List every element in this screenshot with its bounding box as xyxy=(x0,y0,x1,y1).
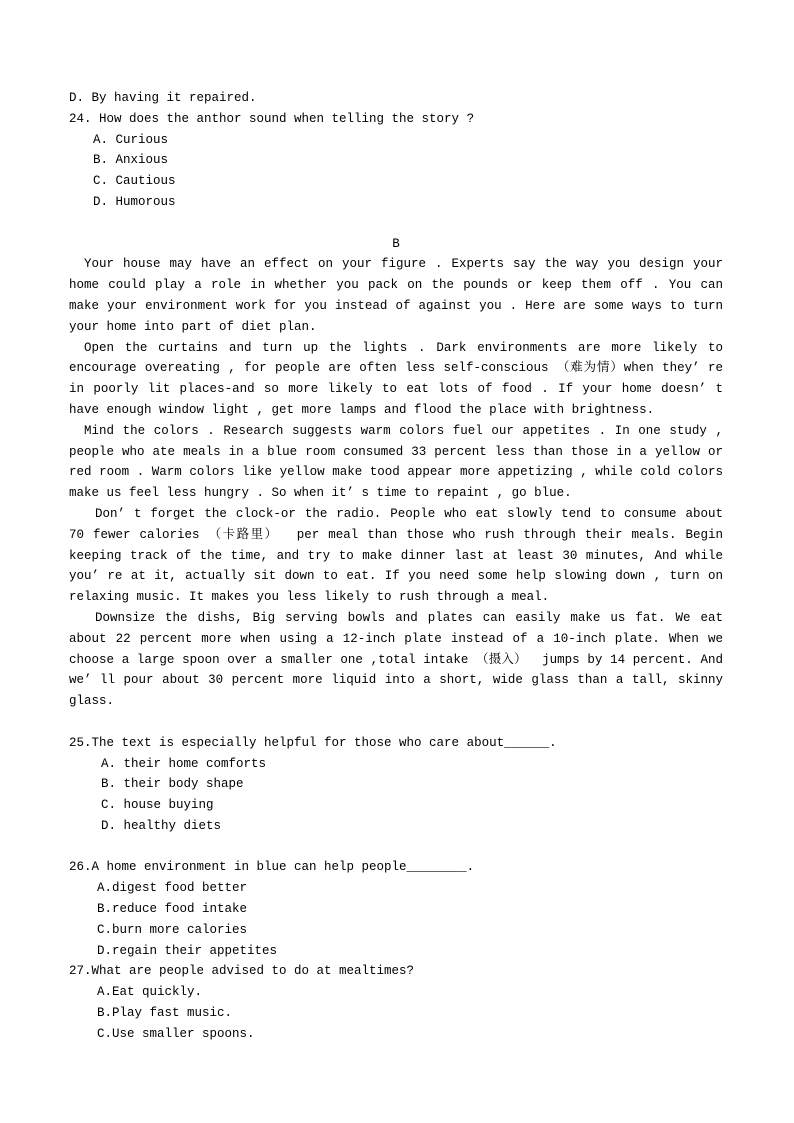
question-27-option-b: B.Play fast music. xyxy=(97,1006,233,1021)
question-27-option-a: A.Eat quickly. xyxy=(97,985,203,1000)
question-27-option-c: C.Use smaller spoons. xyxy=(97,1026,255,1041)
question-26-option-a: A.digest food better xyxy=(97,881,248,896)
question-26-option-b: B.reduce food intake xyxy=(97,902,248,917)
question-26-option-c: C.burn more calories xyxy=(97,922,248,937)
question-25-stem: 25.The text is especially helpful for those who care about______. xyxy=(69,735,557,750)
question-26-option-d: D.regain their appetites xyxy=(97,943,278,958)
question-24-option-c: C. Cautious xyxy=(93,174,176,189)
passage-paragraph-2: Open the curtains and turn up the lights . Dark environments are more likely to encourage overeating , for people are often less self-conscious （难为情）when they’ re in poorly lit places-and so more likely to eat lots of food . If your home doesn’ t have enough window light , get more lamps and flood the place with brightness. xyxy=(69,340,731,417)
passage-section-label: B xyxy=(392,236,400,251)
question-25-option-b: B. their body shape xyxy=(101,777,244,792)
question-25-option-d: D. healthy diets xyxy=(101,818,222,833)
question-27-stem: 27.What are people advised to do at mealtimes? xyxy=(69,964,415,979)
question-24-stem: 24. How does the anthor sound when telling the story ? xyxy=(69,111,475,126)
question-25-option-c: C. house buying xyxy=(101,798,214,813)
passage-paragraph-1: Your house may have an effect on your figure . Experts say the way you design your home could play a role in whether you pack on the pounds or keep them off . You can make your environment work for you instead of against you . Here are some ways to turn your home into part of diet plan. xyxy=(69,257,731,334)
passage-paragraph-4: Don’ t forget the clock-or the radio. People who eat slowly tend to consume about 70 fewer calories （卡路里） per meal than those who rush through their meals. Begin keeping track of the time, and try to make dinner last at least 30 minutes, And while you’ re at it, actually sit down to eat. If you need some help slowing down , turn on relaxing music. It makes you less likely to rush through a meal. xyxy=(69,506,731,605)
passage-paragraph-3: Mind the colors . Research suggests warm colors fuel our appetites . In one study , people who ate meals in a blue room consumed 33 percent less than those in a yellow or red room . Warm colors like yellow make tood appear more appetizing , while cold colors make us feel less hungry . So when it’ s time to repaint , go blue. xyxy=(69,423,731,501)
question-24-option-d: D. Humorous xyxy=(93,194,176,209)
question-24-option-b: B. Anxious xyxy=(93,153,169,168)
question-24-option-a: A. Curious xyxy=(93,132,169,147)
question-25-option-a: A. their home comforts xyxy=(101,756,267,771)
passage-paragraph-5: Downsize the dishs, Big serving bowls and plates can easily make us fat. We eat about 22 percent more when using a 12-inch plate instead of a 10-inch plate. When we choose a large spoon over a smaller one ,total intake （摄入） jumps by 14 percent. And we’ ll pour about 30 percent more liquid into a short, wide glass than a tall, skinny glass. xyxy=(69,610,731,709)
question-26-stem: 26.A home environment in blue can help people________. xyxy=(69,860,475,875)
question-23-option-d: D. By having it repaired. xyxy=(69,91,257,105)
